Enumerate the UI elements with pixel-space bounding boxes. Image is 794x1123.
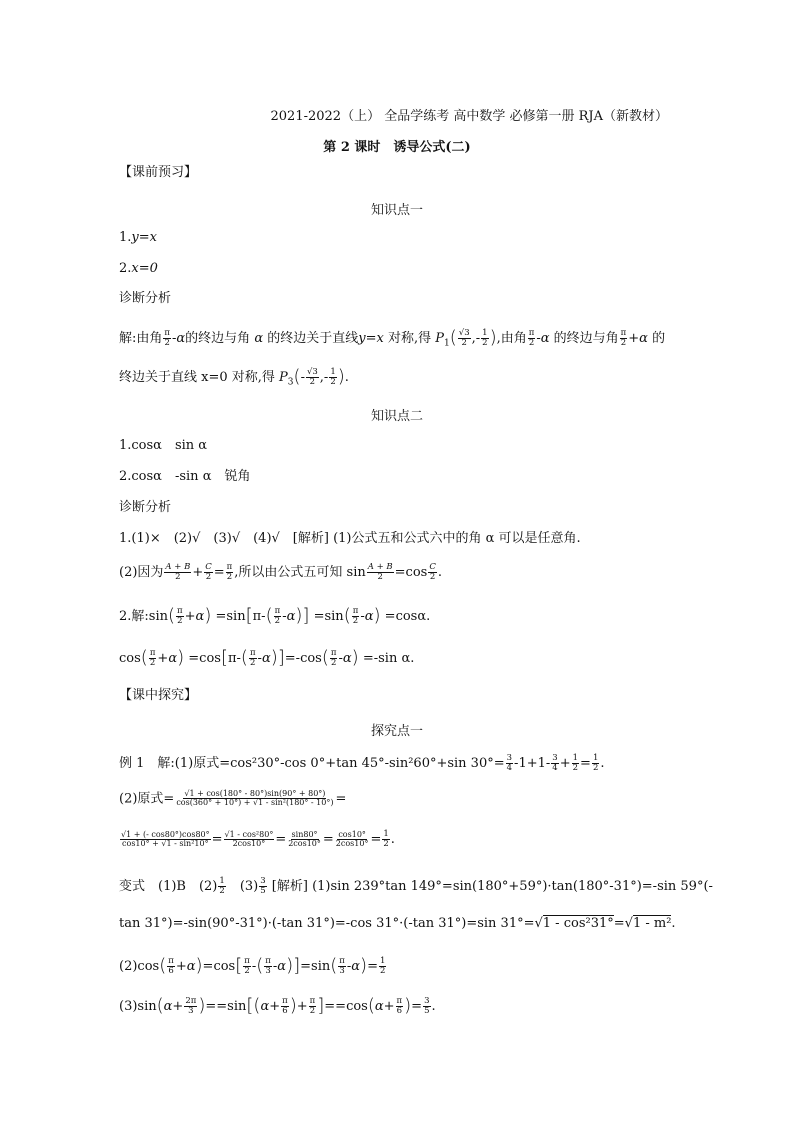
answer-b2: 2.cosα -sin α 锐角 [119,469,251,484]
solution-2-line-1: 2.解:sin( $\frac{\pi}{2}$ +α) =sin[π-( $\frac{\pi}{2}$ -α)] =sin( $\frac{\pi}{2}$ -α) =cosα. [119,605,431,626]
page-header: 2021-2022（上） 全品学练考 高中数学 必修第一册 RJA（新教材） [270,109,668,124]
variant-part-2: (2)cos( $\frac{\pi}{6}$ +α)=cos[ $\frac{\pi}{2}$ -( $\frac{\pi}{3}$ -α)]=sin( $\frac{\pi}{3}$ -α)= $\frac{1}{2}$ [119,955,386,976]
example-1-line: 例 1 解:(1)原式=cos²30°-cos 0°+tan 45°-sin²60°+sin 30°= $\frac{3}{4}$ -1+1- $\frac{3}{4}$ + $\frac{1}{2}$ = $\frac{1}{2}$ . [119,753,605,773]
solution-line-1: 解:由角 $\frac{\pi}{2}$ -α的终边与角 α 的终边关于直线y=x 对称,得 $P_1$( $\frac{√3}{2}$ ,- $\frac{1}{2}$ ),由角 $\frac{\pi}{2}$ -α 的终边与角 $\frac{\pi}{2}$ +α 的 [119,327,666,349]
solution-2-line-2: cos( $\frac{\pi}{2}$ +α) =cos[π-( $\frac{\pi}{2}$ -α)]=-cos( $\frac{\pi}{2}$ -α) =-sin α. [119,647,415,668]
section-preview: 【课前预习】 [119,165,198,180]
diagnosis-heading-2: 诊断分析 [119,500,172,515]
lesson-title: 第 2 课时 诱导公式(二) [323,140,471,155]
variant-line-2: tan 31°)=-sin(90°-31°)·(-tan 31°)=-cos 31°·(-tan 31°)=sin 31°=√1 - cos²31°=√1 - m². [119,916,676,931]
judgement-line: 1.(1)× (2)√ (3)√ (4)√ [解析] (1)公式五和公式六中的角 α 可以是任意角. [119,531,581,546]
explore-point-1: 探究点一 [370,724,423,739]
knowledge-point-2: 知识点二 [370,409,423,424]
section-explore: 【课中探究】 [119,688,198,703]
answer-2: 2.x=0 [119,261,158,276]
variant-part-3: (3)sin(α+ $\frac{2\pi}{3}$ )==sin[(α+ $\frac{\pi}{6}$ )+ $\frac{\pi}{2}$ ]==cos(α+ $\frac{\pi}{6}$ )= $\frac{3}{5}$ . [119,995,436,1016]
example-1-part-2: (2)原式= $\frac{√1 + \cos(180^\circ - 80^\circ)\sin(90^\circ + 80^\circ)}{\text{cos(360° + 10°) + √1 - sin²(180° - 10°)}}$ = [119,789,347,808]
knowledge-point-1: 知识点一 [370,203,423,218]
answer-b1: 1.cosα sin α [119,438,208,453]
diagnosis-heading: 诊断分析 [119,291,172,306]
answer-1: 1.y=x [119,230,157,245]
judgement-2: (2)因为 $\frac{A + B}{2}$ + $\frac{C}{2}$ = $\frac{\pi}{2}$ ,所以由公式五可知 sin $\frac{A + B}{2}$ =cos $\frac{C}{2}$ . [119,562,442,582]
example-1-part-2-cont: $\frac{√1 + (- \cos 80^\circ)\cos 80^\circ}{\text{cos10° + √1 - sin²10°}}$ = $\frac{\text{√1 - cos²80°}}{2\cos 10^\circ}$ = $\frac{\sin 80^\circ}{2\cos 10^\circ}$ = $\frac{\cos 10^\circ}{2\cos 10^\circ}$ = $\frac{1}{2}$ . [121,829,395,849]
variant-line-1: 变式 (1)B (2) $\frac{1}{2}$ (3) $\frac{3}{5}$ [解析] (1)sin 239°tan 149°=sin(180°+59°)·tan(180°-31°)=-sin 59°(- [119,876,713,896]
solution-line-2: 终边关于直线 x=0 对称,得 $P_3(-$ $\frac{√3}{2}$ ,- $\frac{1}{2}$ ). [119,366,349,388]
